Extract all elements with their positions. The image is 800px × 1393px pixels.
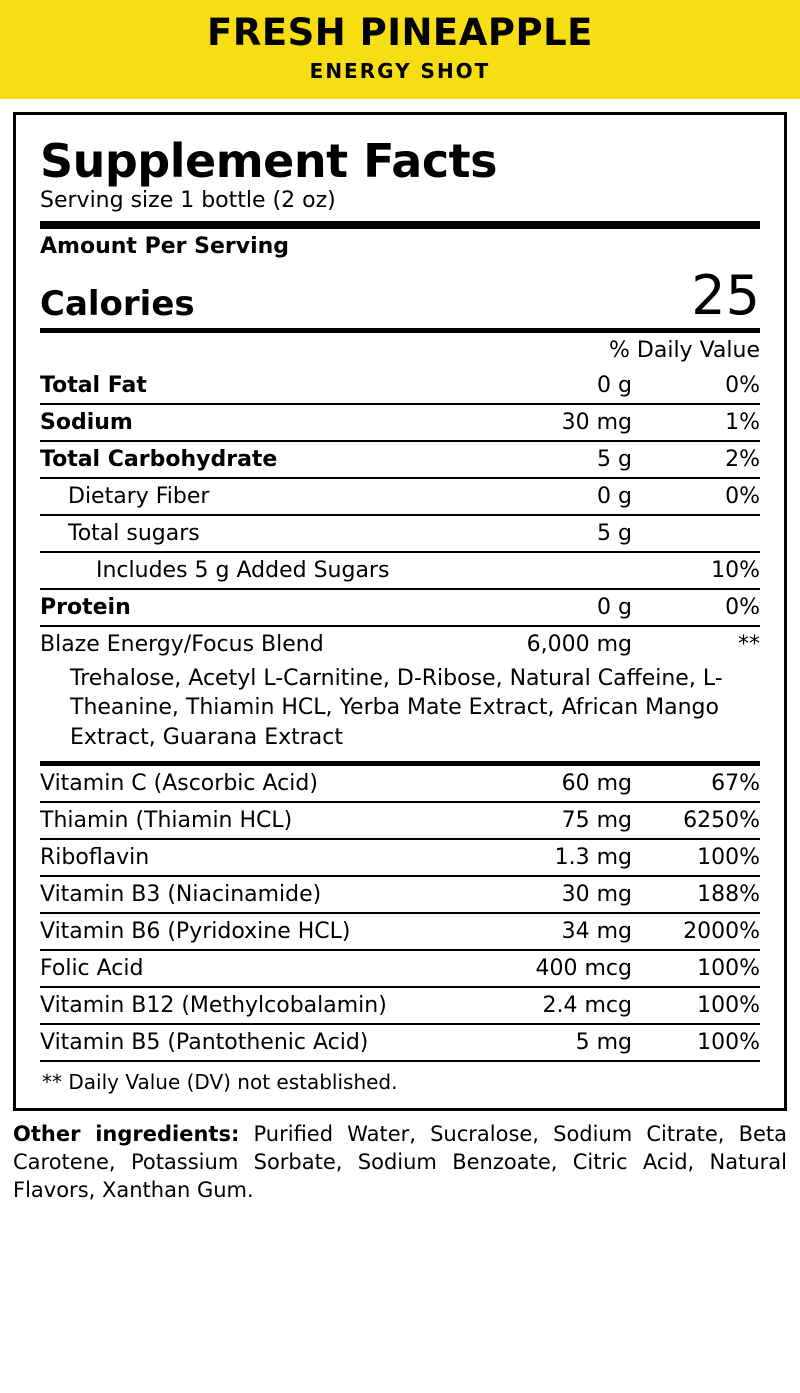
other-ingredients-text: Purified Water, Sucralose, Sodium Citrate, Beta Carotene, Potassium Sorbate, Sodium Benzoate, Citric Acid, Natural Flavors, Xanthan Gum.: [13, 1121, 787, 1202]
vitamin-name: Folic Acid: [40, 950, 482, 987]
calories-table: [40, 229, 760, 328]
table-row: [40, 515, 760, 552]
nutrient-dv: 10%: [650, 552, 760, 589]
vitamin-dv: 67%: [650, 766, 760, 802]
nutrient-dv: 0%: [650, 368, 760, 404]
nutrition-table: [40, 333, 760, 662]
nutrient-name: Total Carbohydrate: [40, 441, 482, 478]
table-row: [40, 1024, 760, 1061]
table-row: [40, 913, 760, 950]
nutrient-amount: 5 g: [482, 515, 650, 552]
table-row: [40, 589, 760, 626]
blend-ingredients: Trehalose, Acetyl L-Carnitine, D-Ribose, Natural Caffeine, L-Theanine, Thiamin HCL, Yerba Mate Extract, African Mango Extract, Guarana Extract: [70, 665, 723, 750]
vitamin-dv: 100%: [650, 950, 760, 987]
blend-amount: 6,000 mg: [526, 631, 632, 657]
vitamin-amount: 5 mg: [482, 1024, 650, 1061]
nutrient-dv: 0%: [650, 589, 760, 626]
product-banner: [0, 0, 800, 99]
daily-value-header: % Daily Value: [609, 337, 760, 363]
vitamin-dv: 100%: [650, 1024, 760, 1061]
calories-value: 25: [691, 263, 760, 327]
other-ingredients-label: Other ingredients:: [13, 1121, 240, 1146]
supplement-facts-panel: [13, 112, 787, 1111]
vitamin-amount: 400 mcg: [482, 950, 650, 987]
table-row: [40, 368, 760, 404]
nutrient-amount: 5 g: [482, 441, 650, 478]
table-row: [40, 876, 760, 913]
vitamin-name: Vitamin B12 (Methylcobalamin): [40, 987, 482, 1024]
nutrient-dv: 2%: [650, 441, 760, 478]
amount-per-serving-label: Amount Per Serving: [40, 233, 290, 259]
nutrient-amount: 0 g: [482, 589, 650, 626]
table-row: [40, 987, 760, 1024]
table-row: [40, 441, 760, 478]
table-row: [40, 552, 760, 589]
nutrient-amount: [482, 552, 650, 589]
vitamins-table: [40, 766, 760, 1062]
serving-size: Serving size 1 bottle (2 oz): [40, 188, 336, 214]
nutrient-amount: 30 mg: [482, 404, 650, 441]
vitamin-amount: 75 mg: [482, 802, 650, 839]
vitamin-dv: 100%: [650, 987, 760, 1024]
vitamin-amount: 1.3 mg: [482, 839, 650, 876]
nutrient-name: Total sugars: [40, 515, 482, 552]
table-row: [40, 839, 760, 876]
table-row-blend: [40, 626, 760, 662]
footnote: ** Daily Value (DV) not established.: [42, 1069, 398, 1094]
product-subtitle: ENERGY SHOT: [309, 58, 491, 83]
vitamin-amount: 2.4 mcg: [482, 987, 650, 1024]
blend-dv: **: [738, 631, 760, 657]
table-row: [40, 766, 760, 802]
nutrient-name: Sodium: [40, 404, 482, 441]
calories-label: Calories: [40, 283, 195, 324]
vitamin-amount: 30 mg: [482, 876, 650, 913]
vitamin-name: Vitamin B6 (Pyridoxine HCL): [40, 913, 482, 950]
vitamin-name: Vitamin B5 (Pantothenic Acid): [40, 1024, 482, 1061]
nutrient-dv: 1%: [650, 404, 760, 441]
nutrient-name: Total Fat: [40, 368, 482, 404]
nutrient-name: Dietary Fiber: [40, 478, 482, 515]
panel-title: Supplement Facts: [40, 133, 497, 188]
table-row: [40, 478, 760, 515]
nutrient-amount: 0 g: [482, 368, 650, 404]
vitamin-amount: 34 mg: [482, 913, 650, 950]
nutrient-name: Includes 5 g Added Sugars: [40, 552, 482, 589]
vitamin-name: Vitamin B3 (Niacinamide): [40, 876, 482, 913]
product-title: FRESH PINEAPPLE: [207, 11, 593, 54]
other-ingredients: [13, 1121, 787, 1205]
vitamin-name: Vitamin C (Ascorbic Acid): [40, 766, 482, 802]
table-row: [40, 802, 760, 839]
vitamin-dv: 2000%: [650, 913, 760, 950]
vitamin-amount: 60 mg: [482, 766, 650, 802]
nutrient-dv: 0%: [650, 478, 760, 515]
nutrient-name: Protein: [40, 589, 482, 626]
nutrient-dv: [650, 515, 760, 552]
table-row: [40, 404, 760, 441]
nutrient-amount: 0 g: [482, 478, 650, 515]
vitamin-name: Thiamin (Thiamin HCL): [40, 802, 482, 839]
table-row: [40, 950, 760, 987]
vitamin-dv: 188%: [650, 876, 760, 913]
blend-name: Blaze Energy/Focus Blend: [40, 631, 324, 657]
divider-thick-top: [40, 221, 760, 229]
vitamin-dv: 100%: [650, 839, 760, 876]
vitamin-dv: 6250%: [650, 802, 760, 839]
vitamin-name: Riboflavin: [40, 839, 482, 876]
